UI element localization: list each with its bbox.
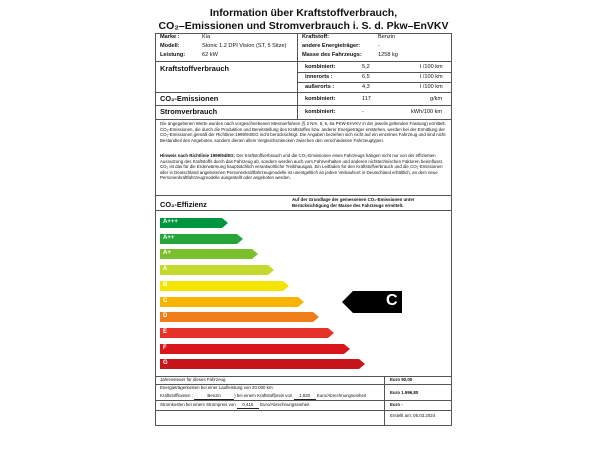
strom-unit: kWh/100 km (411, 109, 443, 115)
strom-cost-prefix: Stromkosten bei einem Strompreis von (160, 402, 236, 407)
ausserorts-value: 4,3 (362, 84, 370, 90)
kosten-value: Euro 1.996,80 (390, 390, 419, 395)
efficiency-bar-aplusplus (160, 234, 243, 244)
co2-unit: g/km (430, 96, 443, 102)
divider (155, 119, 452, 120)
efficiency-note: Auf der Grundlage der gemessenen CO₂-Emissionen unter Berücksichtigung der Masse des Fahrzeugs ermittelt. (292, 197, 415, 208)
efficiency-bar-label: F (163, 345, 167, 351)
divider (297, 33, 298, 61)
directive-note-title: Hinweis nach Richtlinie 1999/94/EG: (160, 153, 236, 158)
power-consumption-title: Stromverbrauch (160, 107, 218, 116)
kraftstoff-label: Kraftstoff: (302, 34, 330, 40)
efficiency-bar-label: A++ (163, 235, 175, 241)
strom-cost-price: 0,416 (237, 402, 259, 409)
legal-note: Die angegebenen Werte wurden nach vorgeschriebenen Messverfahren (§ 2 Nrn. 5, 6, 6a PKW-EnVKV in der jeweils geltenden Fassung) ermittelt. CO₂-Emissionen, die durch die Produktion und Bereitstellung des Kraftstoffes bzw. anderer Energieträger entstehen, werden bei der Ermittlung der CO₂-Emissionen gemäß der Richtlinie 1999/94/EG nicht berücksichtigt. Die Angaben beziehen sich nicht auf ein einzelnes Fahrzeug und sind nicht Bestandteil des Angebotes, sondern dienen allein Vergleichszwecken zwischen den verschiedenen Fahrzeugtypen. (160, 121, 446, 143)
strom-value: - (362, 109, 364, 115)
kraftstoff-cost-fuel: Benzin (194, 393, 234, 400)
kosten-label: Energieträgerkosten bei einer Laufleistung von 20.000 km: (160, 385, 274, 390)
created-date: Erstellt am: 05.03.2024 (390, 413, 436, 418)
steuer-value: Euro 90,00 (390, 377, 413, 382)
divider (297, 61, 298, 119)
kraftstoff-cost-prefix: Kraftstoffkosten : (160, 393, 193, 398)
energie-value: - (378, 43, 380, 49)
kombiniert-value: 5,2 (362, 64, 370, 70)
divider (155, 400, 452, 401)
divider (155, 105, 452, 106)
energie-label: andere Energieträger: (302, 43, 361, 49)
efficiency-bar-label: E (163, 329, 168, 335)
co2-kombiniert-label: kombiniert: (305, 96, 336, 102)
efficiency-bar-g (160, 359, 365, 369)
efficiency-bar-a (160, 265, 274, 275)
modell-value: Stonic 1.2 DPI Vision (ST, 5 Sitze) (202, 43, 287, 49)
efficiency-bar-f (160, 344, 350, 354)
strom-cost-unit: Euro/Abrechnungseinheit (260, 402, 310, 407)
kraftstoff-cost-price: 1,920 (294, 393, 316, 400)
innerorts-value: 6,5 (362, 74, 370, 80)
efficiency-bar-b (160, 281, 289, 291)
efficiency-class-indicator (342, 291, 402, 313)
directive-note-text: Der Kraftstoffverbrauch und die CO₂-Emissionen eines Fahrzeugs hängen nicht nur von der effizienten Ausnutzung des Kraftstoffs durch das Fahrzeug ab, sondern werden auch vom Fahrverhalten und anderen nichttechnischen Faktoren beeinflusst. CO₂ ist das für die Erderwärmung hauptsächlich verantwortliche Treibhausgas. Ein Leitfaden für den Kraftstoffverbrauch und die CO₂-Emissionen aller in Deutschland angebotenen Personenkraftfahrzeugmodelle ist unentgeltlich an jedem Verkaufsort in Deutschland erhältlich, an dem neue Personenkraftfahrzeugmodelle ausgestellt oder angeboten werden. (160, 153, 444, 181)
masse-value: 1258 kg (378, 52, 398, 58)
leistung-value: 62 kW (202, 52, 218, 58)
kraftstoff-cost-row (160, 393, 366, 400)
directive-note (160, 153, 447, 181)
kombiniert-unit: l /100 km (420, 64, 443, 70)
current-class-label: C (386, 292, 398, 309)
kraftstoff-cost-unit: Euro/Abrechnungseinheit (316, 393, 367, 398)
strom-cost-value: Euro - (390, 402, 403, 407)
efficiency-bar-c (160, 297, 304, 307)
strom-kombiniert-label: kombiniert: (305, 109, 336, 115)
innerorts-label: innerorts : (305, 74, 333, 80)
page-title-line2: CO₂–Emissionen und Stromverbrauch i. S. d. Pkw–EnVKV (158, 20, 449, 32)
masse-label: Masse des Fahrzeugs: (302, 52, 362, 58)
divider (155, 92, 452, 93)
marke-value: Kia (202, 34, 211, 40)
innerorts-unit: l /100 km (420, 74, 443, 80)
kraftstoff-cost-mid: ) bei einem Kraftstoffpreis von (234, 393, 293, 398)
leistung-label: Leistung: (160, 52, 186, 58)
efficiency-bar-aplus (160, 249, 258, 259)
strom-cost-row (160, 402, 309, 409)
efficiency-bar-label: G (163, 360, 168, 366)
steuer-label: Jahressteuer für dieses Fahrzeug (160, 377, 226, 382)
ausserorts-label: außerorts : (305, 84, 335, 90)
fuel-consumption-title: Kraftstoffverbrauch (160, 64, 229, 73)
divider (155, 410, 452, 411)
efficiency-bar-d (160, 312, 319, 322)
efficiency-bar-label: C (163, 298, 168, 304)
divider (297, 72, 452, 73)
ausserorts-unit: l /100 km (420, 84, 443, 90)
efficiency-bar-aplusplusplus (160, 218, 228, 228)
efficiency-bar-e (160, 328, 334, 338)
efficiency-bar-label: D (163, 313, 168, 319)
efficiency-bar-label: B (163, 282, 168, 288)
efficiency-title: CO₂-Effizienz (160, 200, 207, 209)
divider (155, 61, 452, 62)
divider (155, 210, 452, 211)
page-title-line1: Information über Kraftstoffverbrauch, (209, 7, 398, 19)
efficiency-bar-label: A+++ (163, 219, 178, 225)
divider (297, 82, 452, 83)
co2-value: 117 (362, 96, 371, 102)
modell-label: Modell: (160, 43, 180, 49)
divider (155, 195, 452, 196)
efficiency-bar-label: A+ (163, 250, 171, 256)
marke-label: Marke : (160, 34, 180, 40)
kombiniert-label: kombiniert: (305, 64, 336, 70)
kraftstoff-value: Benzin (378, 34, 396, 40)
efficiency-bar-label: A (163, 266, 168, 272)
co2-emissions-title: CO₂-Emissionen (160, 94, 219, 103)
